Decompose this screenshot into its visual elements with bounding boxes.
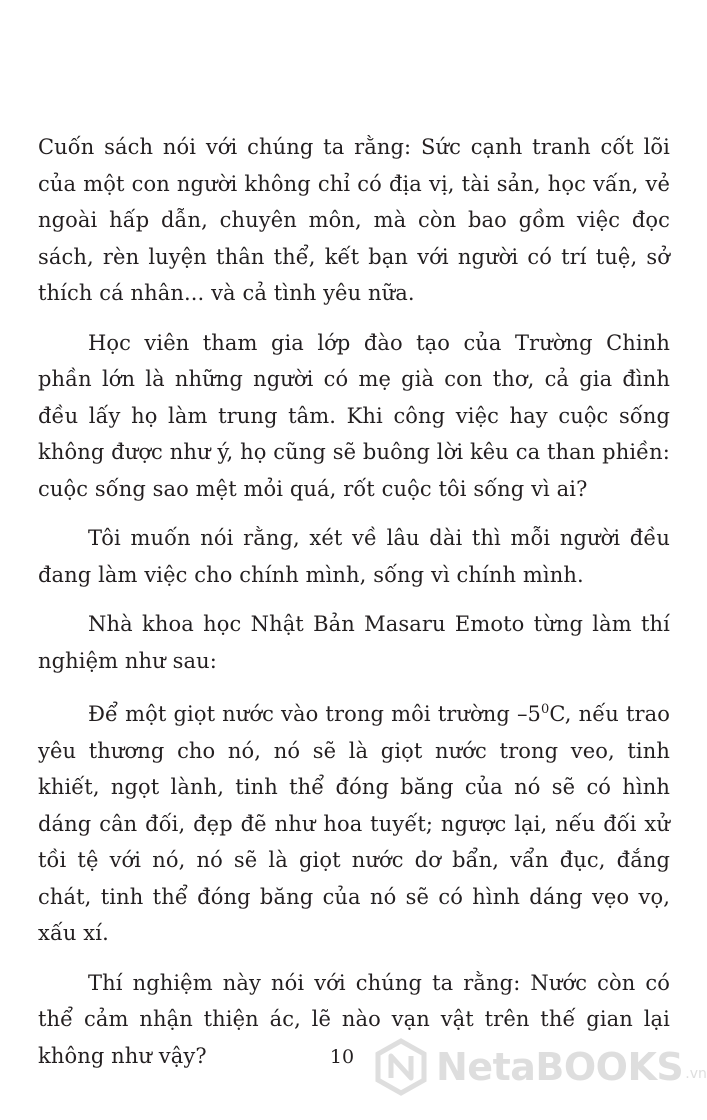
watermark-suffix: .vn (685, 1066, 707, 1082)
degree-superscript: 0 (541, 702, 550, 717)
watermark (372, 1032, 707, 1102)
paragraph-5-text-after: C, nếu trao yêu thương cho nó, nó sẽ là giọt nước trong veo, tinh khiết, ngọt lành, tinh thể đóng băng của nó sẽ có hình dáng cân đối, đẹp đẽ như hoa tuyết; ngược lại, nếu đối xử tồi tệ với nó, nó sẽ là giọt nước dơ bẩn, vẩn đục, đắng chát, tinh thể đóng băng của nó sẽ có hình dáng vẹo vọ, xấu xí. (38, 702, 670, 945)
paragraph-6: Thí nghiệm này nói với chúng ta rằng: Nước còn có thể cảm nhận thiện ác, lẽ nào vạn vật trên thế gian lại không như vậy? (38, 970, 670, 1068)
netabooks-logo-icon (372, 1038, 430, 1096)
paragraph-5 (38, 692, 670, 952)
book-page (38, 129, 670, 1087)
page-number: 10 (329, 1046, 355, 1068)
paragraph-4: Nhà khoa học Nhật Bản Masaru Emoto từng làm thí nghiệm như sau: (38, 612, 670, 673)
paragraph-1: Cuốn sách nói với chúng ta rằng: Sức cạnh tranh cốt lõi của một con người không chỉ có địa vị, tài sản, học vấn, vẻ ngoài hấp dẫn, chuyên môn, mà còn bao gồm việc đọc sách, rèn luyện thân thể, kết bạn với người có trí tuệ, sở thích cá nhân... và cả tình yêu nữa. (38, 135, 670, 305)
paragraph-2: Học viên tham gia lớp đào tạo của Trường Chinh phần lớn là những người có mẹ già con thơ, cả gia đình đều lấy họ làm trung tâm. Khi công việc hay cuộc sống không được như ý, họ cũng sẽ buông lời kêu ca than phiền: cuộc sống sao mệt mỏi quá, rốt cuộc tôi sống vì ai? (38, 330, 670, 501)
paragraph-3: Tôi muốn nói rằng, xét về lâu dài thì mỗi người đều đang làm việc cho chính mình, sống vì chính mình. (38, 526, 670, 587)
paragraph-5-text-before: Để một giọt nước vào trong môi trường –5 (88, 702, 542, 726)
watermark-brand: NetaBOOKS (436, 1045, 684, 1089)
